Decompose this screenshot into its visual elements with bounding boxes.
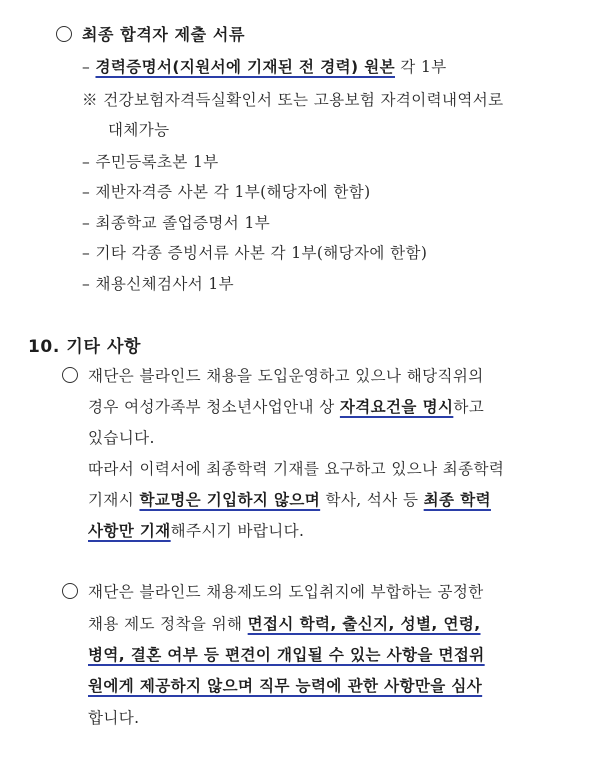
heading-text: 최종 합격자 제출 서류	[82, 25, 246, 44]
p1-line-1-text: 재단은 블라인드 채용을 도입운영하고 있으나 해당직위의	[88, 367, 484, 385]
doc-item-graduation: – 최종학교 졸업증명서 1부	[82, 214, 271, 232]
p1-l6-b: 해주시기 바랍니다.	[170, 522, 305, 540]
interview-emphasis-1: 면접시 학력, 출신지, 성별, 연령,	[247, 615, 481, 633]
doc-item-career-certificate	[82, 55, 447, 77]
qualification-emphasis: 자격요건을 명시	[339, 398, 454, 416]
section-10-title: 10. 기타 사항	[28, 337, 142, 357]
final-degree-emphasis: 최종 학력	[423, 491, 491, 509]
p1-l5-c: 학사, 석사 등	[320, 491, 424, 509]
p2-line-1	[62, 580, 484, 602]
circle-bullet-icon	[62, 367, 78, 383]
p1-line-3: 있습니다.	[88, 429, 155, 447]
p1-line-2	[88, 395, 484, 417]
doc-item-health-check: – 채용신체검사서 1부	[82, 275, 235, 293]
doc-item-other-proofs: – 기타 각종 증빙서류 사본 각 1부(해당자에 한함)	[82, 244, 428, 262]
p2-line-1-text: 재단은 블라인드 채용제도의 도입취지에 부합하는 공정한	[88, 583, 484, 601]
p1-l2-a: 경우 여성가족부 청소년사업안내 상	[88, 398, 340, 416]
p1-l2-c: 하고	[453, 398, 485, 416]
interview-emphasis-2: 병역, 결혼 여부 등 편견이 개입될 수 있는 사항을 면접위	[88, 646, 485, 664]
p2-line-5: 합니다.	[88, 709, 140, 727]
school-name-emphasis: 학교명은 기입하지 않으며	[139, 491, 321, 509]
p1-line-5	[88, 488, 491, 510]
required-docs-heading	[56, 22, 245, 45]
p1-line-6	[88, 519, 304, 541]
circle-bullet-icon	[56, 26, 72, 42]
p1-l5-a: 기재시	[88, 491, 140, 509]
career-cert-emphasis: 경력증명서(지원서에 기재된 전 경력) 원본	[95, 58, 395, 76]
note-line-2: 대체가능	[108, 121, 170, 139]
interview-emphasis-3: 원에게 제공하지 않으며 직무 능력에 관한 사항만을 심사	[88, 677, 483, 695]
circle-bullet-icon	[62, 583, 78, 599]
doc-item-resident-registration: – 주민등록초본 1부	[82, 153, 219, 171]
p2-line-2	[88, 612, 481, 634]
degree-only-emphasis: 사항만 기재	[88, 522, 171, 540]
career-cert-count: 각 1부	[394, 58, 447, 76]
p1-line-1	[62, 364, 484, 386]
p2-l2-a: 채용 제도 정착을 위해	[88, 615, 248, 633]
p1-line-4: 따라서 이력서에 최종학력 기재를 요구하고 있으나 최종학력	[88, 460, 505, 478]
note-line-1: ※ 건강보험자격득실확인서 또는 고용보험 자격이력내역서로	[82, 91, 504, 109]
doc-item-certificates: – 제반자격증 사본 각 1부(해당자에 한함)	[82, 183, 371, 201]
dash-bullet: –	[82, 58, 91, 76]
